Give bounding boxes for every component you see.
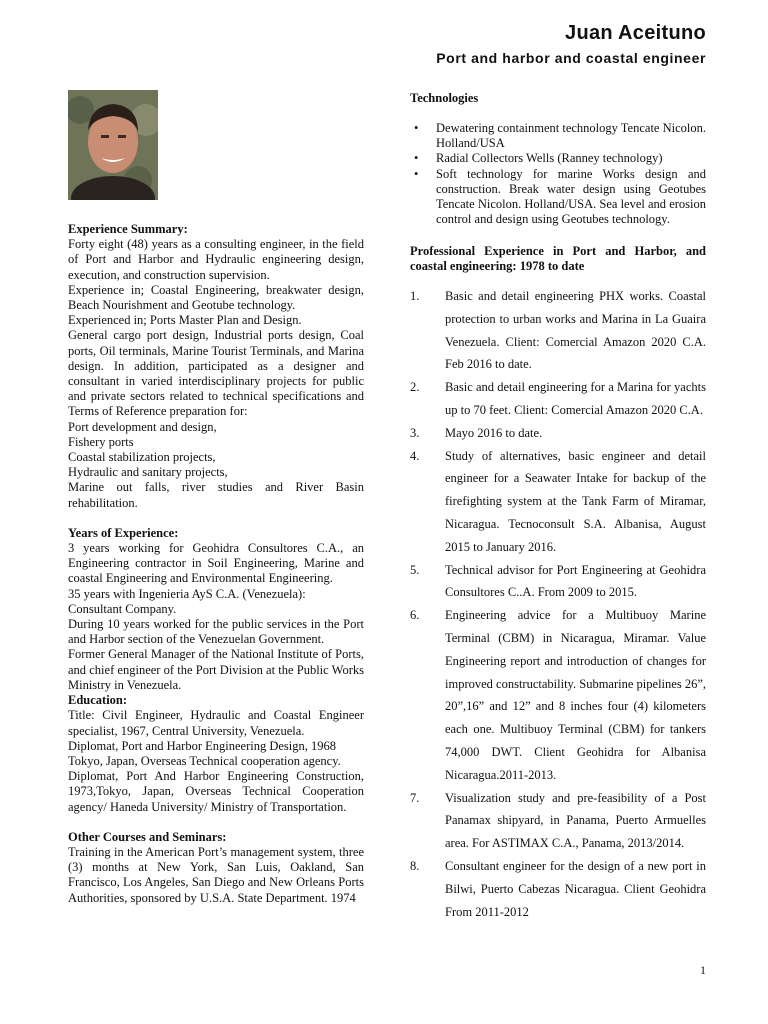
summary-line: Forty eight (48) years as a consulting engineer, in the field of Port and Harbor and Hydraulic engineering design, execution, and construction supervision. (68, 237, 364, 282)
item-text: Technical advisor for Port Engineering at Geohidra Consultores C..A. From 2009 to 2015. (445, 562, 706, 600)
courses-heading: Other Courses and Seminars: (68, 829, 227, 844)
portrait-illustration (68, 90, 158, 200)
experience-summary-heading: Experience Summary: (68, 222, 188, 236)
item-text: Visualization study and pre-feasibility of a Post Panamax shipyard, in Panama, Puerto Armuelles area. For ASTIMAX C.A., Panama, 2013/2014. (445, 790, 706, 851)
list-item (410, 855, 706, 923)
summary-line: Marine out falls, river studies and River Basin rehabilitation. (68, 480, 364, 510)
professional-heading: Professional Experience in Port and Harbor, and coastal engineering: 1978 to date (410, 244, 706, 273)
summary-line: Experience in; Coastal Engineering, breakwater design, Beach Nourishment and Geotube technology. (68, 282, 364, 313)
item-number: 7. (410, 790, 420, 805)
professional-list (410, 285, 706, 923)
list-item (410, 376, 706, 422)
summary-line: Fishery ports (68, 434, 134, 449)
summary-line: General cargo port design, Industrial ports design, Coal ports, Oil terminals, Marine Tourist Terminals, and Marina design. In addition, participated as a designer and consultant in varied interdisciplinary projects for public and private sectors related to technical specifications and Terms of Reference preparation for: (68, 328, 364, 419)
summary-line: Hydraulic and sanitary projects, (68, 465, 228, 480)
item-text: Mayo 2016 to date. (445, 425, 543, 440)
name-heading: Juan Aceituno (565, 22, 706, 44)
list-item: • Dewatering containment technology Tencate Nicolon. Holland/USA (420, 121, 706, 151)
item-text: Engineering advice for a Multibuoy Marine Terminal (CBM) in Nicaragua, Miramar. Value Engineering report and introduction of changes for improved constructability. Submarine pipelines 26”, 20”,16” and 12” and 8 inches four (4) kilometers each one. Multibuoy Terminal (CBM) for tankers 74,000 DWT. Client Geohidra for Albanisa Nicaragua.2011-2013. (445, 608, 706, 782)
item-text: Consultant engineer for the design of a new port in Bilwi, Puerto Cabezas Nicaragua. Client Geohidra From 2011-2012 (445, 858, 706, 919)
courses-line: Training in the American Port’s management system, three (3) months at New York, San Luis, Oakland, San Francisco, Los Angeles, San Diego and New Orleans Ports Authorities, sponsored by U.S.A. State Department. 1974 (68, 844, 364, 905)
years-experience-heading: Years of Experience: (68, 525, 179, 540)
list-item (410, 285, 706, 376)
years-line: 3 years working for Geohidra Consultores C.A., an Engineering contractor in Soil Engineering, Marine and coastal Engineering and Environmental Engineering. (68, 541, 364, 586)
technologies-list (410, 121, 706, 227)
item-number: 1. (410, 289, 420, 303)
years-line: Consultant Company. (68, 601, 177, 616)
education-heading: Education: (68, 693, 128, 708)
item-number: 8. (410, 858, 420, 873)
education-line: Title: Civil Engineer, Hydraulic and Coastal Engineer specialist, 1967, Central University, Venezuela. (68, 708, 364, 738)
list-item (410, 422, 706, 445)
summary-line: Port development and design, (68, 419, 217, 434)
job-title: Port and harbor and coastal engineer (436, 50, 706, 66)
list-item: • Soft technology for marine Works design and construction. Break water design using Geotubes Tencate Nicolon. Holland/USA. Sea level and erosion control and design using Geotubes technology. (420, 167, 706, 228)
years-line: During 10 years worked for the public services in the Port and Harbor section of the Venezuelan Government. (68, 617, 364, 647)
item-text: Basic and detail engineering for a Marina for yachts up to 70 feet. Client: Comercial Amazon 2020 C.A. (445, 380, 706, 417)
item-number: 5. (410, 562, 420, 577)
list-item: • Radial Collectors Wells (Ranney technology) (420, 151, 706, 166)
item-text: Study of alternatives, basic engineer and detail engineer for a Seawater Intake for backup of the firefighting system at the Tank Farm of Miramar, Nicaragua. Tecnoconsult S.A. Albanisa, August 2015 to January 2016. (445, 448, 706, 554)
item-number: 6. (410, 608, 420, 623)
list-item (410, 787, 706, 855)
education-line: Diplomat, Port and Harbor Engineering Design, 1968 (68, 738, 337, 753)
portrait-photo (68, 90, 158, 200)
page-number: 1 (700, 963, 706, 977)
left-column (68, 222, 364, 906)
list-item (410, 445, 706, 559)
list-item (410, 604, 706, 786)
technologies-heading: Technologies (410, 91, 479, 105)
years-line: Former General Manager of the National Institute of Ports, and chief engineer of the Port Division at the Public Works Ministry in Venezuela. (68, 647, 364, 692)
education-line: Tokyo, Japan, Overseas Technical cooperation agency. (68, 753, 341, 768)
item-number: 4. (410, 448, 420, 463)
summary-line: Coastal stabilization projects, (68, 450, 216, 465)
item-number: 3. (410, 425, 420, 440)
education-line: Diplomat, Port And Harbor Engineering Construction, 1973,Tokyo, Japan, Overseas Technical Cooperation agency/ Haneda University/ Ministry of Transportation. (68, 769, 364, 814)
summary-line: Experienced in; Ports Master Plan and Design. (68, 313, 302, 328)
years-line: 35 years with Ingenieria AyS C.A. (Venezuela): (68, 586, 306, 601)
item-text: Basic and detail engineering PHX works. Coastal protection to urban works and Marina in La Guaira Venezuela. Client: Comercial Amazon 2020 C.A. Feb 2016 to date. (445, 289, 706, 372)
item-number: 2. (410, 380, 420, 395)
list-item (410, 559, 706, 605)
